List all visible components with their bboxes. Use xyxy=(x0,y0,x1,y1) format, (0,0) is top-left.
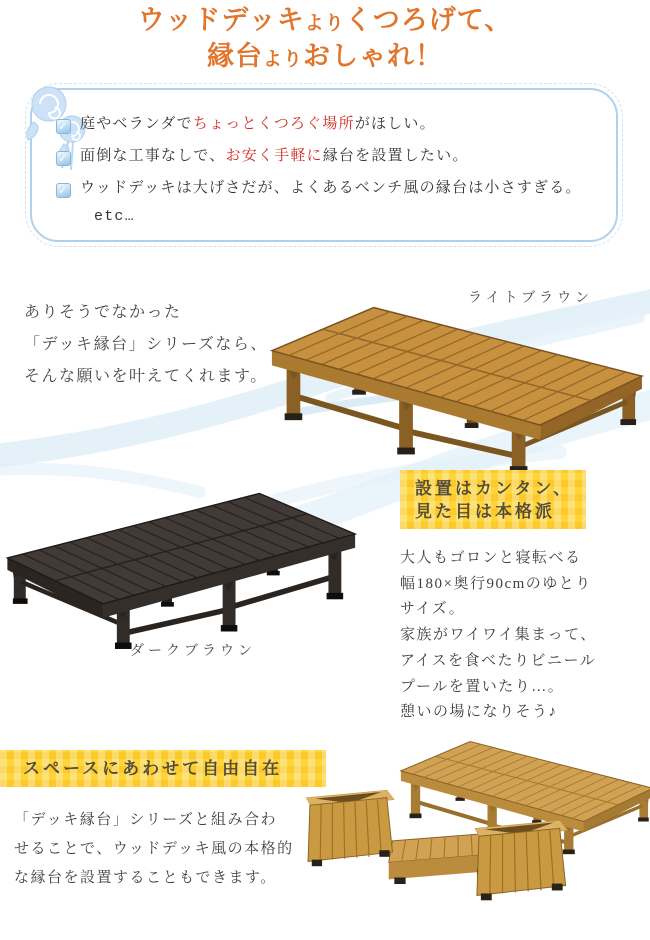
section1-heading: 設置はカンタン、 見た目は本格派 xyxy=(400,470,586,529)
wish-list xyxy=(56,112,582,225)
section2-body: 「デッキ縁台」シリーズと組み合わ せることで、ウッドデッキ風の本格的 な縁台を設置することもできます。 xyxy=(14,812,294,886)
check-icon: ✓ xyxy=(56,183,71,198)
page-title xyxy=(0,4,650,76)
section1-body: 大人もゴロンと寝転べる 幅180×奥行90cmのゆとり サイズ。 家族がワイワイ集まって、 アイスを食べたりビニール プールを置いたり…。 憩いの場になりそう♪ xyxy=(400,550,597,721)
check-icon: ✓ xyxy=(56,119,71,134)
deck-photo-light-brown xyxy=(258,288,650,474)
planter-box-right xyxy=(475,820,568,900)
color-label-light-brown: ライトブラウン xyxy=(468,291,594,306)
page-title-line1: ウッドデッキよりくつろげて、 xyxy=(137,5,513,35)
color-label-dark-brown: ダークブラウン xyxy=(130,644,256,659)
planter-box-left xyxy=(306,790,394,866)
check-icon: ✓ xyxy=(56,151,71,166)
wish-etc: etc… xyxy=(94,208,135,225)
section2-heading: スペースにあわせて自由自在 xyxy=(0,750,326,787)
intro-text: ありそうでなかった 「デッキ縁台」シリーズなら、 そんな願いを叶えてくれます。 xyxy=(24,304,268,385)
wish-item-3: ✓ ウッドデッキは大げさだが、よくあるベンチ風の縁台は小さすぎる。 xyxy=(56,176,582,198)
page-title-line2: 縁台よりおしゃれ！ xyxy=(206,41,443,71)
wishlist-bubble xyxy=(30,88,618,242)
deck-photo-with-planters xyxy=(302,732,650,915)
wish-item-2: ✓ 面倒な工事なしで、お安く手軽に縁台を設置したい。 xyxy=(56,144,582,166)
deck-photo-dark-brown xyxy=(0,475,368,650)
wish-item-1: ✓ 庭やベランダでちょっとくつろぐ場所がほしい。 xyxy=(56,112,582,134)
